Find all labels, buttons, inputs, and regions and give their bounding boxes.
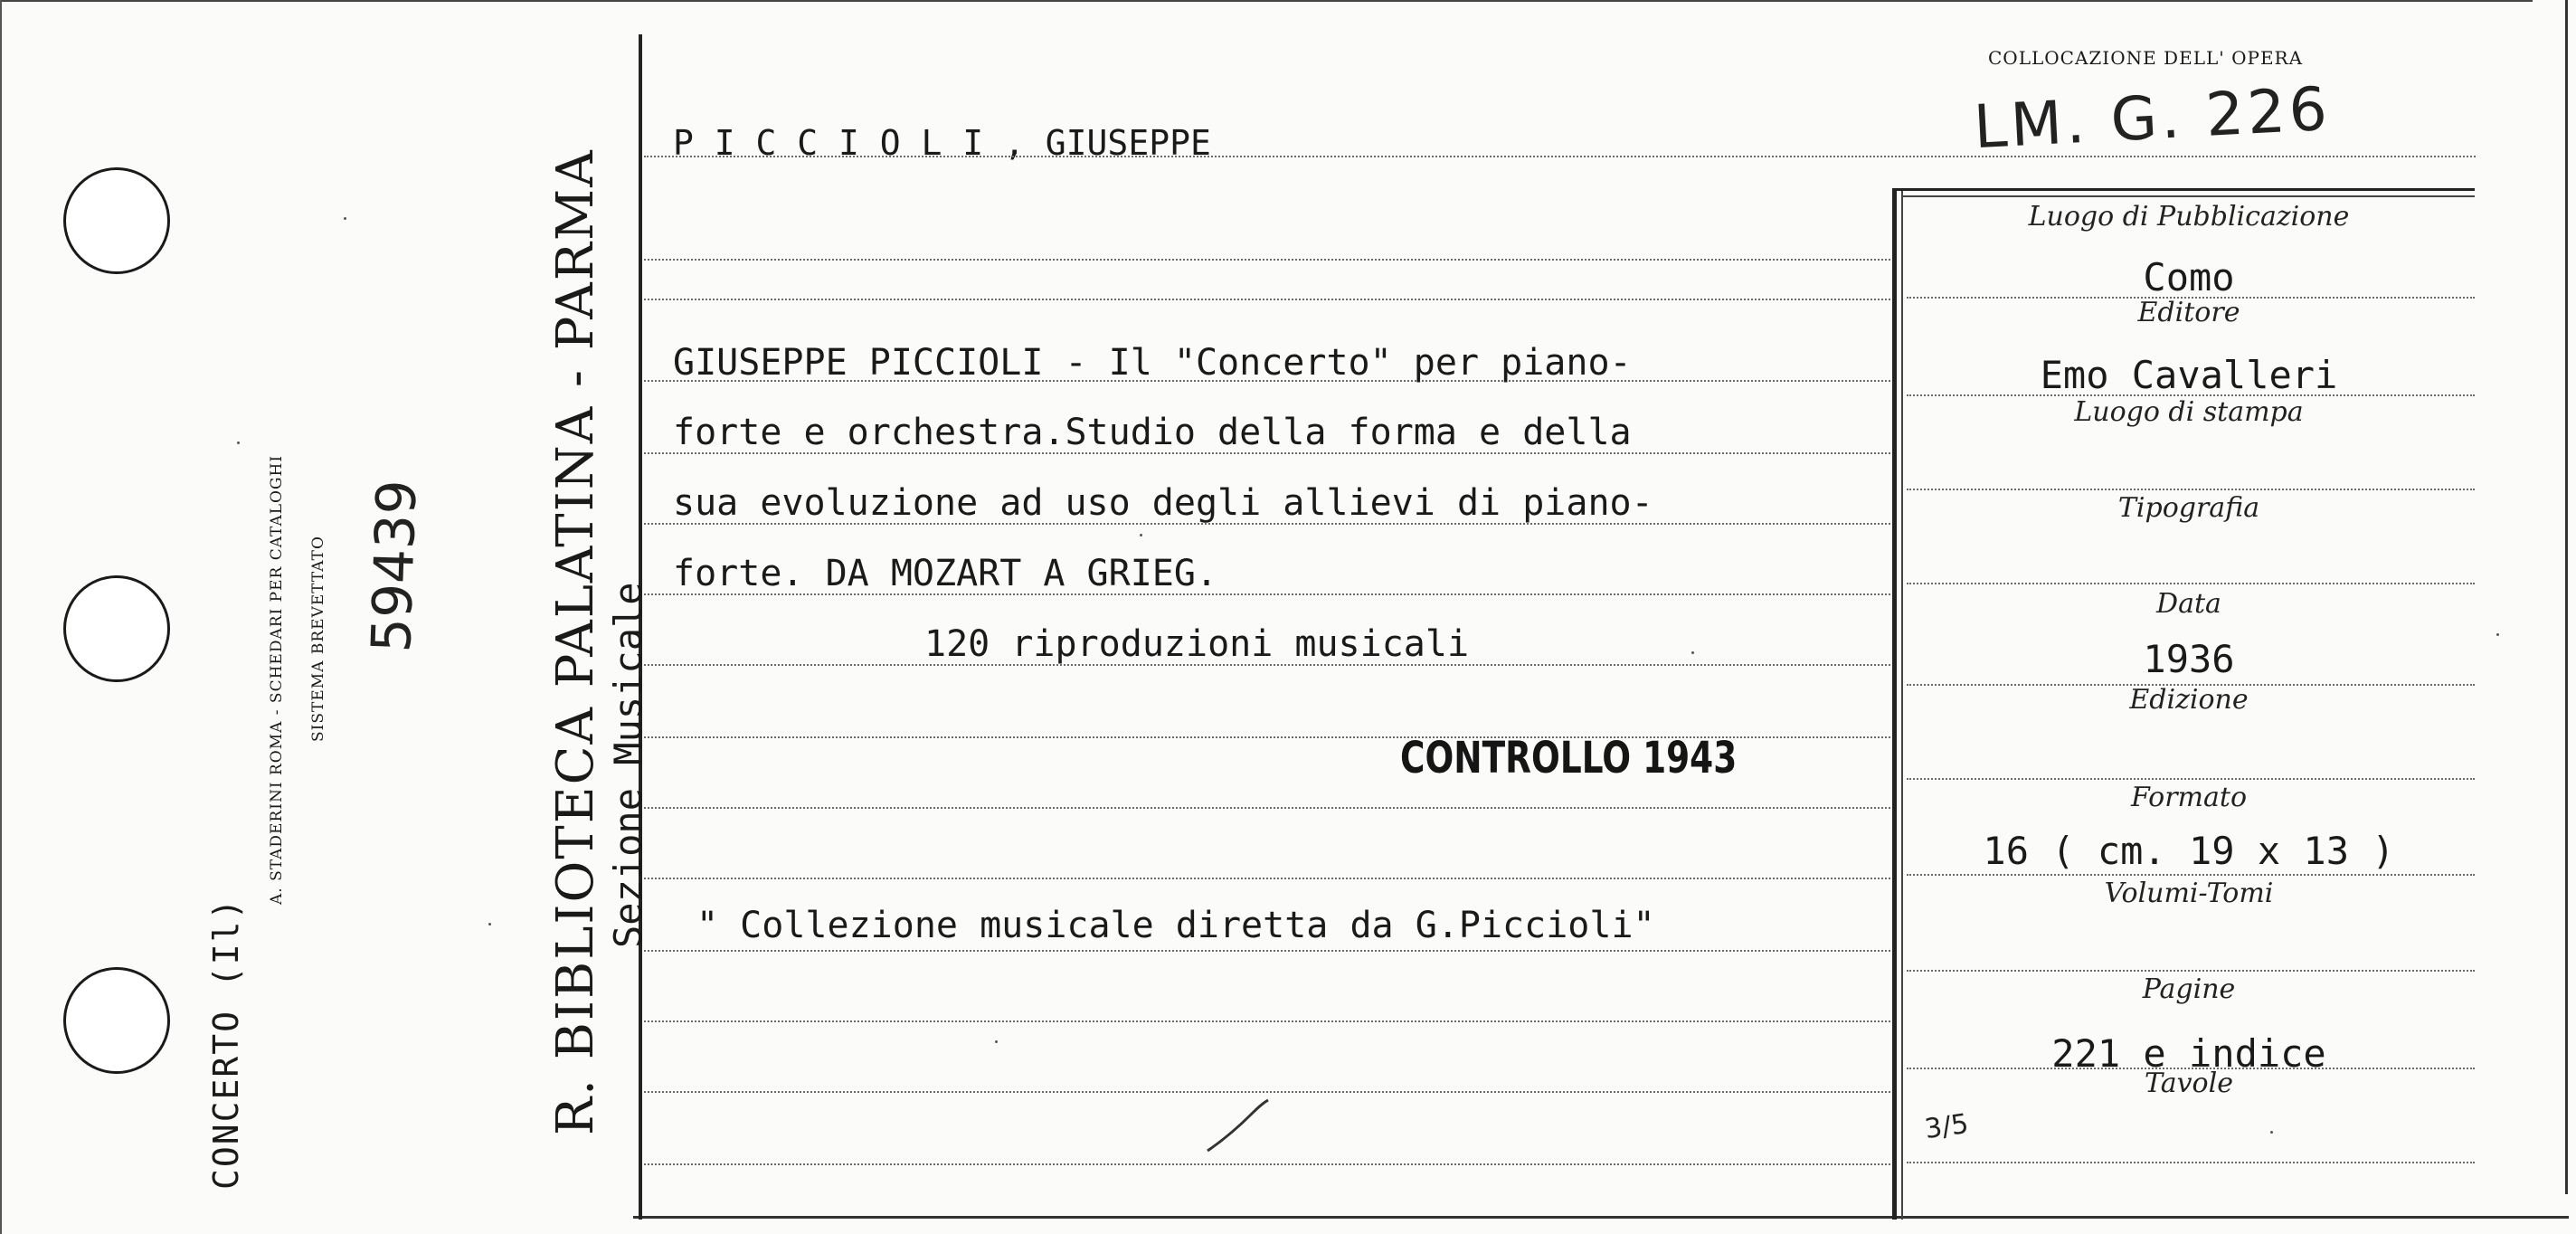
field-box-top-border bbox=[1892, 188, 2475, 191]
speck bbox=[2270, 1131, 2273, 1134]
data-value: 1936 bbox=[2143, 637, 2235, 681]
formato-label: Formato bbox=[2130, 782, 2248, 813]
field-box-left-border-inner bbox=[1901, 188, 1903, 1220]
rule-13 bbox=[644, 1020, 1890, 1022]
manufacturer-line-2: SISTEMA BREVETTATO bbox=[309, 536, 327, 742]
collocation-label: COLLOCAZIONE DELL' OPERA bbox=[1988, 47, 2304, 69]
field-rule-3 bbox=[1907, 489, 2475, 490]
author-heading: P I C C I O L I , GIUSEPPE bbox=[673, 123, 1211, 163]
card-bottom-edge bbox=[633, 1216, 2569, 1219]
tipografia-label: Tipografia bbox=[2117, 492, 2260, 524]
inventory-number: 59439 bbox=[360, 479, 430, 654]
binder-hole-bottom bbox=[63, 967, 170, 1074]
manufacturer-line-1: A. STADERINI ROMA - SCHEDARI PER CATALOGHI bbox=[268, 454, 286, 905]
control-stamp: CONTROLLO 1943 bbox=[1400, 733, 1738, 783]
series-note: " Collezione musicale diretta da G.Piccioli" bbox=[696, 905, 1655, 946]
speck bbox=[995, 1040, 998, 1043]
rule-3 bbox=[644, 299, 1890, 300]
margin-note: 3/5 bbox=[1922, 1107, 1971, 1146]
pen-stroke-mark bbox=[1203, 1095, 1284, 1158]
binder-hole-top bbox=[63, 167, 170, 274]
field-rule-8 bbox=[1907, 970, 2475, 972]
formato-value: 16 ( cm. 19 x 13 ) bbox=[1983, 829, 2395, 873]
reproductions-note: 120 riproduzioni musicali bbox=[924, 623, 1470, 665]
library-name: R. BIBLIOTECA PALATINA - PARMA bbox=[546, 148, 605, 1135]
pagine-value: 221 e indice bbox=[2051, 1031, 2326, 1076]
rule-12 bbox=[644, 950, 1890, 952]
rule-15 bbox=[644, 1163, 1890, 1165]
library-section: Sezione Musicale bbox=[606, 582, 650, 948]
field-rule-4 bbox=[1907, 583, 2475, 584]
data-label: Data bbox=[2156, 588, 2221, 620]
pagine-label: Pagine bbox=[2142, 973, 2236, 1005]
speck bbox=[1140, 534, 1142, 536]
luogo-pubblicazione-value: Como bbox=[2143, 255, 2235, 299]
binder-hole-middle bbox=[63, 575, 170, 682]
speck bbox=[1691, 651, 1694, 654]
title-line-1: GIUSEPPE PICCIOLI - Il "Concerto" per piano- bbox=[673, 342, 1632, 384]
card-top-edge bbox=[0, 0, 2533, 2]
rule-2 bbox=[644, 259, 1890, 261]
title-line-2: forte e orchestra.Studio della forma e della bbox=[673, 412, 1632, 453]
rule-14 bbox=[644, 1091, 1890, 1093]
field-rule-10 bbox=[1907, 1162, 2475, 1163]
title-line-4: forte. DA MOZART A GRIEG. bbox=[673, 553, 1218, 594]
tavole-label: Tavole bbox=[2145, 1068, 2233, 1099]
field-box-left-border bbox=[1892, 188, 1897, 1220]
luogo-pubblicazione-label: Luogo di Pubblicazione bbox=[2028, 201, 2350, 233]
rule-11 bbox=[644, 878, 1890, 879]
field-box-top-border-inner bbox=[1901, 195, 2475, 197]
field-rule-7 bbox=[1907, 874, 2475, 876]
luogo-stampa-label: Luogo di stampa bbox=[2074, 396, 2304, 428]
speck bbox=[344, 217, 346, 220]
field-rule-6 bbox=[1907, 778, 2475, 780]
speck bbox=[2496, 633, 2499, 636]
editore-label: Editore bbox=[2137, 297, 2240, 328]
edizione-label: Edizione bbox=[2129, 684, 2249, 716]
card-right-edge bbox=[2565, 0, 2568, 1194]
title-line-3: sua evoluzione ad uso degli allievi di piano- bbox=[673, 482, 1653, 524]
rule-1 bbox=[644, 156, 2476, 157]
rule-10 bbox=[644, 807, 1890, 809]
speck bbox=[237, 441, 240, 444]
card-left-edge bbox=[0, 0, 2, 1234]
volumi-label: Volumi-Tomi bbox=[2104, 878, 2274, 909]
speck bbox=[488, 923, 491, 926]
subject-heading: CONCERTO (Il) bbox=[206, 897, 246, 1190]
shelf-mark: LM. G. 226 bbox=[1972, 73, 2333, 163]
editore-value: Emo Cavalleri bbox=[2040, 353, 2338, 397]
